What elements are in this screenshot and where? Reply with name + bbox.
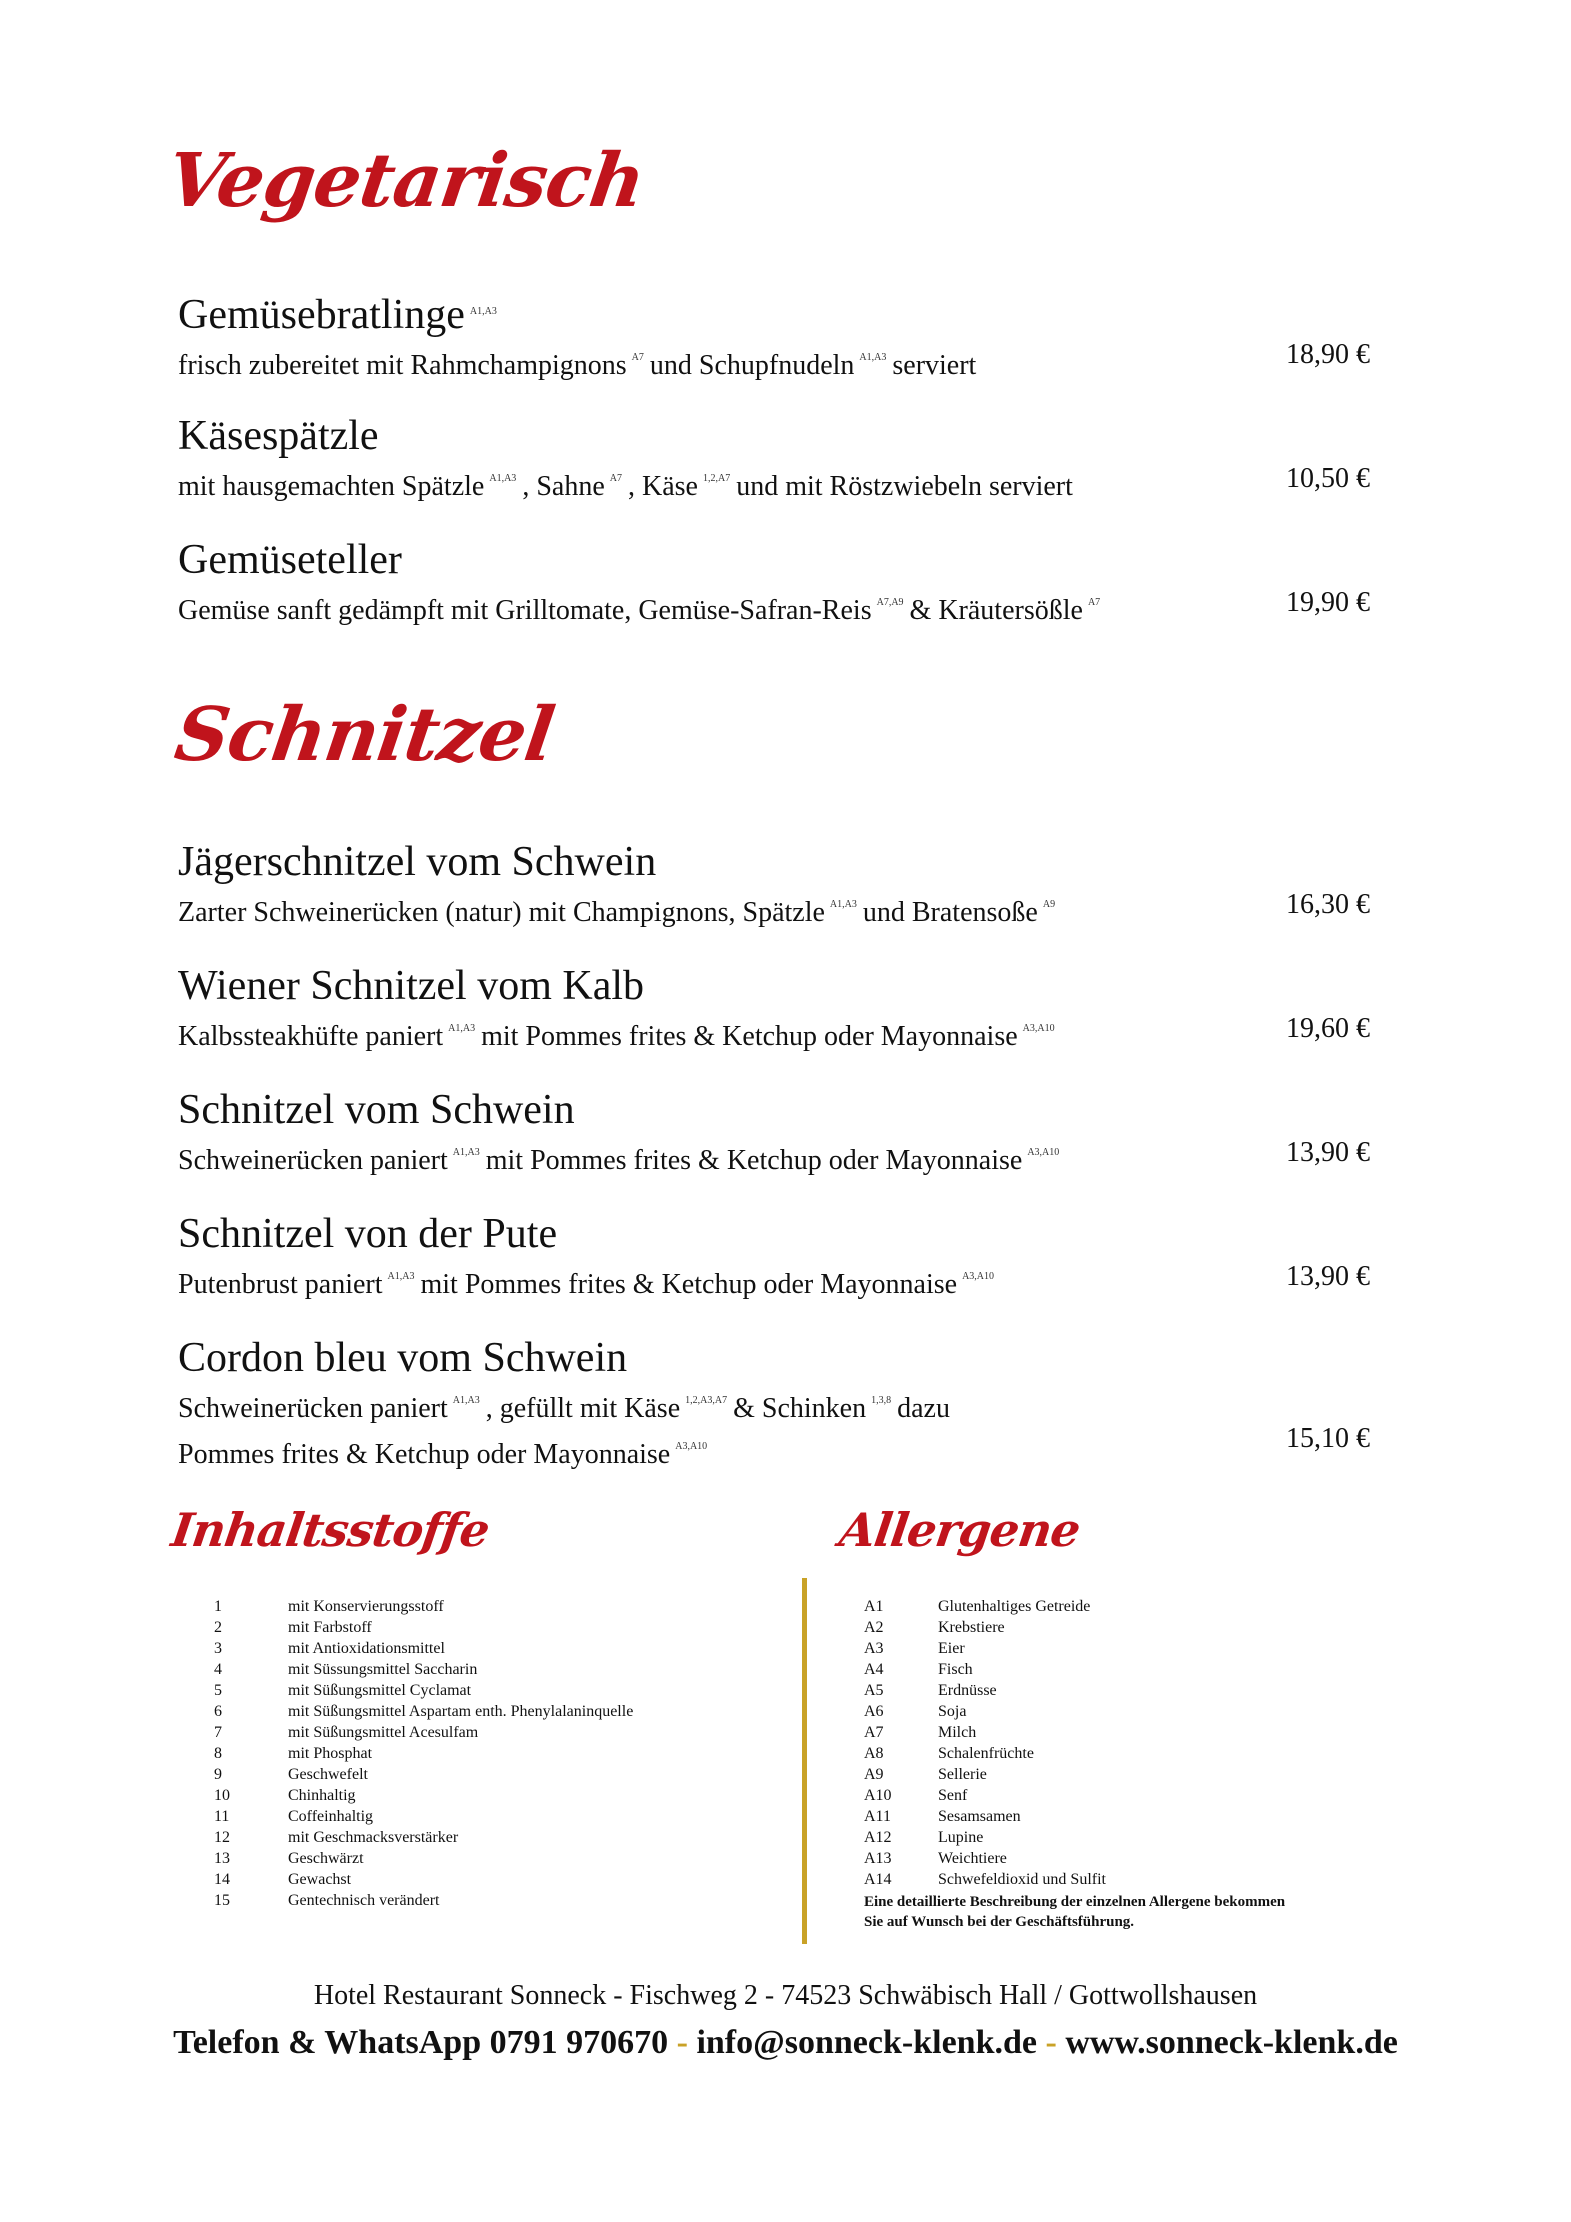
ingredient-label: mit Süßungsmittel Acesulfam [288,1724,479,1741]
dish-name: Wiener Schnitzel vom Kalb [178,963,644,1009]
allergen-row [864,1659,1285,1680]
dish-price: 18,90 € [1286,339,1370,370]
description-text: und Schupfnudeln [649,350,855,381]
dish-name: Gemüseteller [178,537,402,583]
allergen-row [864,1764,1285,1785]
dish-name: Jägerschnitzel vom Schwein [178,839,657,885]
dish-price: 13,90 € [1286,1261,1370,1292]
description-text: serviert [892,350,977,381]
dish-description [178,1010,1370,1056]
description-text: & Schinken [733,1393,867,1424]
description-text: Schweinerücken paniert [178,1393,448,1424]
dish-schnitzel-pute [178,1210,1370,1304]
description-text: mit Pommes frites & Ketchup oder Mayonnaise [485,1145,1023,1176]
allergen-code: A12 [864,1829,892,1846]
footer-website[interactable]: www.sonneck-klenk.de [1065,2024,1398,2061]
description-text: , Käse [627,471,698,502]
ingredient-label: mit Antioxidationsmittel [288,1640,445,1657]
dish-wiener-schnitzel [178,962,1370,1056]
description-text: Gemüse sanft gedämpft mit Grilltomate, Gemüse-Safran-Reis [178,595,872,626]
allergen-row [864,1617,1285,1638]
description-text: und Bratensoße [862,897,1038,928]
footer-separator: - [676,2024,688,2061]
ingredient-code: 6 [214,1703,222,1720]
allergen-row [864,1743,1285,1764]
footer-phone: Telefon & WhatsApp 0791 970670 [173,2024,669,2061]
dish-name-text: Gemüsebratlinge [178,292,465,338]
footer-separator: - [1045,2024,1057,2061]
allergen-code: A8 [864,1745,884,1762]
ingredient-row [214,1743,633,1764]
allergen-code: A13 [864,1850,892,1867]
allergen-row [864,1785,1285,1806]
ingredient-label: mit Süßungsmittel Cyclamat [288,1682,472,1699]
allergen-code: A7 [631,352,644,363]
description-text: frisch zubereitet mit Rahmchampignons [178,350,627,381]
allergen-note [864,1892,1285,1932]
ingredient-row [214,1680,633,1701]
allergen-code: A1,A3 [452,1395,480,1406]
dish-description [178,1382,1370,1428]
ingredient-code: 3 [214,1640,222,1657]
allergen-row [864,1848,1285,1869]
dish-name: Käsespätzle [178,413,379,459]
dish-schnitzel-schwein [178,1086,1370,1180]
ingredient-row [214,1869,633,1890]
allergen-code: A3 [864,1640,884,1657]
allergen-label: Soja [938,1703,967,1720]
dish-name: Cordon bleu vom Schwein [178,1335,628,1381]
ingredient-code: 7 [214,1724,222,1741]
dish-price: 19,90 € [1286,587,1370,618]
allergen-code: A2 [864,1619,884,1636]
ingredient-code: 2 [214,1619,222,1636]
ingredient-label: Gewachst [288,1871,352,1888]
allergen-row [864,1806,1285,1827]
ingredient-label: mit Farbstoff [288,1619,372,1636]
section-title-allergens: Allergene [836,1503,1084,1557]
dish-cordon-bleu [178,1334,1370,1474]
description-text: Zarter Schweinerücken (natur) mit Champignons, Spätzle [178,897,825,928]
section-title-vegetarian: Vegetarisch [161,138,650,224]
dish-description [178,886,1370,932]
ingredient-row [214,1638,633,1659]
allergen-code: A10 [864,1787,892,1804]
allergen-code: A7 [609,473,622,484]
ingredient-code: 14 [214,1871,230,1888]
ingredient-row [214,1596,633,1617]
dish-price: 10,50 € [1286,463,1370,494]
section-title-ingredients: Inhaltsstoffe [168,1503,493,1557]
dish-name: Schnitzel vom Schwein [178,1087,575,1133]
allergen-row [864,1638,1285,1659]
dish-description [178,1258,1370,1304]
allergen-row [864,1701,1285,1722]
allergen-label: Milch [938,1724,977,1741]
allergen-code: A9 [1042,899,1056,910]
allergen-label: Sellerie [938,1766,987,1783]
ingredient-label: mit Süssungsmittel Saccharin [288,1661,478,1678]
description-text: und mit Röstzwiebeln serviert [736,471,1073,502]
description-text: & Kräutersößle [909,595,1083,626]
allergen-code: A1,A3 [489,473,517,484]
allergen-row [864,1827,1285,1848]
ingredient-row [214,1701,633,1722]
allergen-code: 1,2,A7 [702,473,731,484]
description-text: dazu [897,1393,950,1424]
dish-name [178,288,1370,339]
ingredient-code: 10 [214,1787,230,1804]
allergen-code: A11 [864,1808,891,1825]
dish-price: 16,30 € [1286,889,1370,920]
allergen-code: A1,A3 [448,1023,476,1034]
footer-address: Hotel Restaurant Sonneck - Fischweg 2 - 74523 Schwäbisch Hall / Gottwollshausen [313,1980,1258,2011]
description-text: mit Pommes frites & Ketchup oder Mayonnaise [420,1269,958,1300]
allergen-code: A3,A10 [1022,1023,1055,1034]
ingredient-code: 11 [214,1808,230,1825]
ingredient-code: 5 [214,1682,222,1699]
ingredient-row [214,1848,633,1869]
allergen-code: A1 [864,1598,884,1615]
allergen-code: A1,A3 [859,352,887,363]
dish-description [178,339,1370,385]
allergen-code: A1,A3 [829,899,857,910]
ingredient-label: Geschwefelt [288,1766,368,1783]
description-text: Schweinerücken paniert [178,1145,448,1176]
allergen-note-line-1: Eine detaillierte Beschreibung der einzelnen Allergene bekommen [864,1894,1286,1910]
description-text: mit hausgemachten Spätzle [178,471,485,502]
ingredient-code: 12 [214,1829,230,1846]
allergen-label: Senf [938,1787,968,1804]
ingredient-label: mit Süßungsmittel Aspartam enth. Phenylalaninquelle [288,1703,634,1720]
allergen-code: A3,A10 [675,1441,708,1452]
allergen-row [864,1722,1285,1743]
ingredient-row [214,1764,633,1785]
allergen-label: Fisch [938,1661,973,1678]
dish-price: 15,10 € [1286,1423,1370,1454]
ingredient-row [214,1659,633,1680]
ingredient-code: 13 [214,1850,230,1867]
allergen-label: Weichtiere [938,1850,1007,1867]
allergen-label: Schalenfrüchte [938,1745,1034,1762]
allergen-label: Sesamsamen [938,1808,1021,1825]
dish-jaegerschnitzel [178,838,1370,932]
ingredient-label: Coffeinhaltig [288,1808,374,1825]
footer-email[interactable]: info@sonneck-klenk.de [696,2024,1037,2061]
allergen-code: A1,A3 [469,306,497,317]
allergen-code: A6 [864,1703,884,1720]
footer-contact [0,2024,1571,2062]
allergen-label: Erdnüsse [938,1682,997,1699]
ingredient-row [214,1785,633,1806]
allergen-label: Glutenhaltiges Getreide [938,1598,1091,1615]
ingredient-code: 9 [214,1766,222,1783]
ingredient-label: mit Geschmacksverstärker [288,1829,459,1846]
ingredient-label: Geschwärzt [288,1850,364,1867]
allergen-code: A9 [864,1766,884,1783]
description-text: Pommes frites & Ketchup oder Mayonnaise [178,1439,671,1470]
ingredient-code: 4 [214,1661,222,1678]
dish-gemuesebratlinge [178,288,1370,385]
ingredients-list [214,1596,633,1911]
allergen-row [864,1596,1285,1617]
allergens-rows [864,1596,1285,1890]
description-text: , Sahne [522,471,605,502]
allergen-code: A5 [864,1682,884,1699]
allergen-label: Schwefeldioxid und Sulfit [938,1871,1106,1888]
ingredient-row [214,1827,633,1848]
dish-price: 13,90 € [1286,1137,1370,1168]
dish-name: Schnitzel von der Pute [178,1211,558,1257]
allergens-list [864,1596,1285,1932]
ingredient-label: mit Phosphat [288,1745,373,1762]
ingredient-label: Gentechnisch verändert [288,1892,440,1909]
allergen-label: Lupine [938,1829,984,1846]
dish-description [178,584,1370,630]
dish-gemueseteller [178,536,1370,630]
allergen-code: A7 [1087,597,1101,608]
legend-divider [802,1578,807,1944]
description-text: , gefüllt mit Käse [485,1393,681,1424]
dish-price: 19,60 € [1286,1013,1370,1044]
allergen-code: A7,A9 [876,597,904,608]
allergen-code: A1,A3 [387,1271,415,1282]
description-text: Kalbssteakhüfte paniert [178,1021,444,1052]
ingredient-label: mit Konservierungsstoff [288,1598,444,1615]
ingredient-row [214,1806,633,1827]
ingredient-code: 8 [214,1745,222,1762]
allergen-row [864,1869,1285,1890]
dish-kaesespaetzle [178,412,1370,506]
ingredient-code: 1 [214,1598,222,1615]
section-title-schnitzel: Schnitzel [169,692,559,778]
ingredient-label: Chinhaltig [288,1787,356,1804]
ingredient-code: 15 [214,1892,230,1909]
allergen-code: A7 [864,1724,884,1741]
description-text: mit Pommes frites & Ketchup oder Mayonnaise [481,1021,1018,1052]
allergen-code: A3,A10 [1027,1147,1060,1158]
allergen-label: Krebstiere [938,1619,1005,1636]
dish-description [178,1134,1370,1180]
dish-description [178,460,1370,506]
allergen-code: A4 [864,1661,884,1678]
allergen-note-line-2: Sie auf Wunsch bei der Geschäftsführung. [864,1914,1135,1930]
allergen-code: A14 [864,1871,892,1888]
ingredient-row [214,1890,633,1911]
allergen-code: 1,2,A3,A7 [685,1395,728,1406]
allergen-label: Eier [938,1640,965,1657]
allergen-code: 1,3,8 [871,1395,892,1406]
dish-description-line-2 [178,1428,1370,1474]
ingredient-row [214,1722,633,1743]
allergen-code: A3,A10 [962,1271,995,1282]
ingredient-row [214,1617,633,1638]
allergen-code: A1,A3 [452,1147,480,1158]
allergen-row [864,1680,1285,1701]
description-text: Putenbrust paniert [178,1269,383,1300]
